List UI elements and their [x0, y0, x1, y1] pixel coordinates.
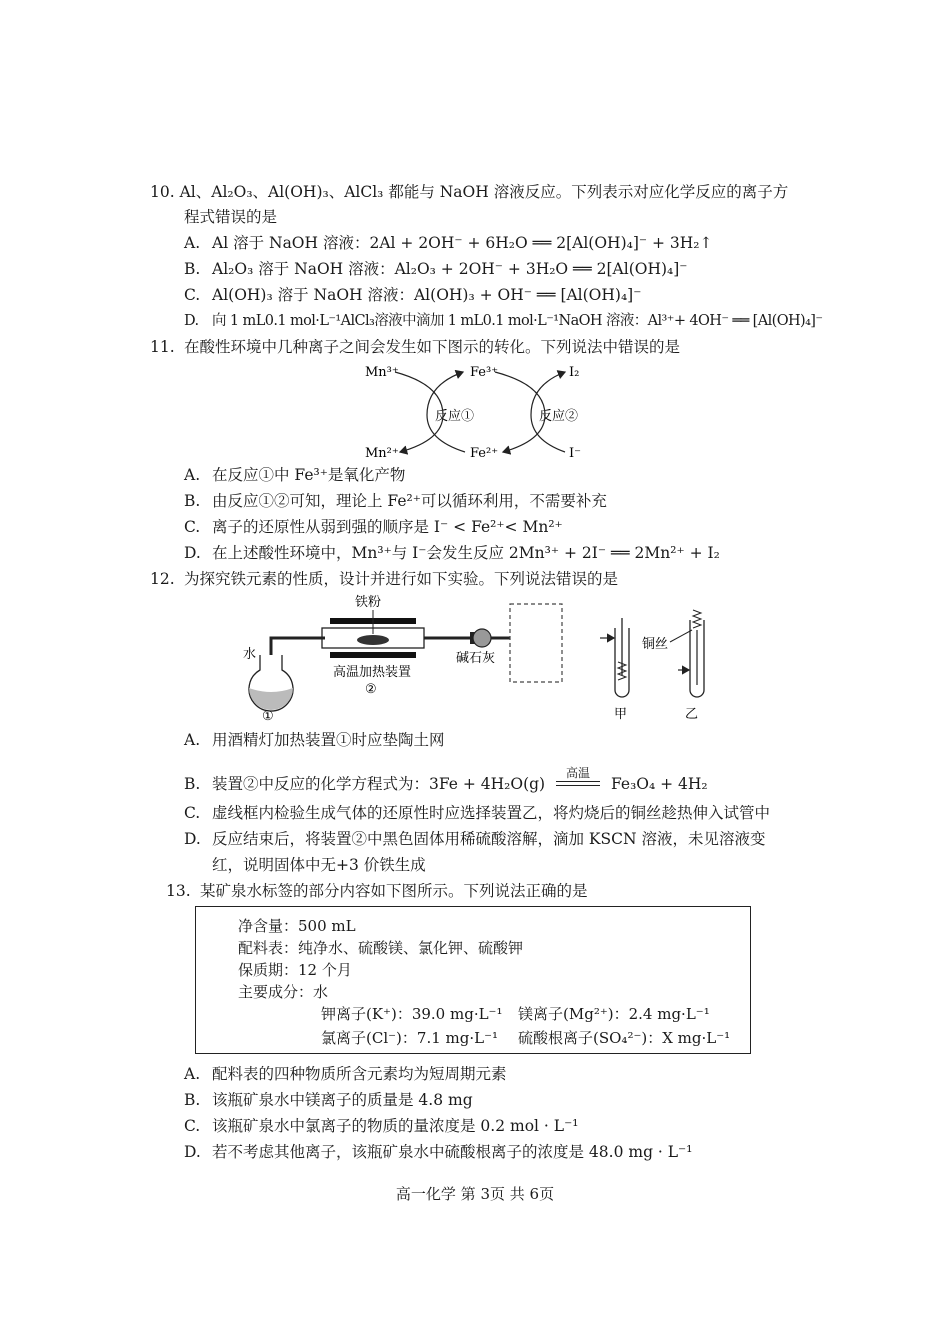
q12-option-a	[184, 728, 445, 753]
option-text: 反应结束后，将装置②中黑色固体用稀硫酸溶解，滴加 KSCN 溶液，未见溶液变	[212, 830, 766, 848]
label-net-content: 净含量：500 mL	[238, 917, 356, 935]
copper-pointer-line	[670, 630, 692, 642]
q11-option-d	[184, 541, 720, 566]
label-chloride: 氯离子(Cl⁻)：7.1 mg·L⁻¹	[321, 1029, 499, 1047]
q10-option-b	[184, 257, 687, 282]
jia-label: 甲	[614, 707, 628, 722]
option-text: 该瓶矿泉水中氯离子的物质的量浓度是 0.2 mol · L⁻¹	[212, 1117, 579, 1135]
equal-line-top	[556, 781, 600, 782]
connecting-tube-1	[271, 638, 325, 655]
fe3-label: Fe³⁺	[470, 365, 499, 380]
q12-option-d-line2: 红，说明固体中无+3 价铁生成	[212, 856, 426, 874]
iminus-label: I⁻	[569, 446, 581, 461]
option-text-before: 装置②中反应的化学方程式为：3Fe + 4H₂O(g)	[212, 775, 546, 793]
option-label: C.	[184, 286, 201, 304]
reaction1-label: 反应①	[435, 409, 475, 424]
option-text: 由反应①②可知，理论上 Fe²⁺可以循环利用，不需要补充	[212, 492, 607, 510]
option-text: 在反应①中 Fe³⁺是氧化产物	[212, 466, 406, 484]
option-label: C.	[184, 518, 201, 536]
q12-stem	[150, 567, 618, 592]
q10-stem-line1	[150, 180, 788, 205]
label-main-component: 主要成分：水	[238, 983, 329, 1001]
copper-wire-label: 铜丝	[642, 637, 669, 652]
q11-stem	[150, 335, 680, 360]
option-label: D.	[184, 830, 201, 848]
flask-water	[249, 688, 293, 710]
q13-stem	[166, 879, 588, 904]
q13-option-a	[184, 1062, 507, 1087]
heater-bottom	[330, 652, 416, 658]
q13-option-c	[184, 1114, 578, 1139]
q10-stem-text: Al、Al₂O₃、Al(OH)₃、AlCl₃ 都能与 NaOH 溶液反应。下列表示对应化学反应的离子方	[179, 183, 789, 201]
option-text: 配料表的四种物质所含元素均为短周期元素	[212, 1065, 507, 1083]
page-footer: 高一化学 第 3页 共 6页	[395, 1185, 555, 1203]
mineral-water-label	[195, 906, 751, 1054]
q10-option-a	[184, 231, 712, 256]
option-label: C.	[184, 804, 201, 822]
option-text: Al₂O₃ 溶于 NaOH 溶液：Al₂O₃ + 2OH⁻ + 3H₂O ══ 2[Al(OH)₄]⁻	[212, 260, 688, 278]
option-label: D.	[184, 544, 201, 562]
q11-option-a	[184, 463, 405, 488]
option-label: A.	[184, 466, 201, 484]
option-label: B.	[184, 260, 201, 278]
fe2-label: Fe²⁺	[470, 446, 499, 461]
iron-experiment-diagram	[230, 590, 730, 725]
option-label: A.	[184, 731, 201, 749]
q12-number: 12.	[150, 570, 175, 588]
mn3-label: Mn³⁺	[365, 365, 399, 380]
option-text: 该瓶矿泉水中镁离子的质量是 4.8 mg	[212, 1091, 473, 1109]
q13-number: 13.	[166, 882, 191, 900]
q10-number: 10.	[150, 183, 175, 201]
i2-label: I₂	[569, 365, 580, 380]
option-label: B.	[184, 1091, 201, 1109]
reaction2-label: 反应②	[539, 409, 579, 424]
label-potassium: 钾离子(K⁺)：39.0 mg·L⁻¹	[321, 1005, 503, 1023]
option-label: D.	[184, 1143, 201, 1161]
yi-label: 乙	[685, 707, 699, 722]
q12-option-b	[184, 766, 708, 797]
q11-number: 11.	[150, 338, 175, 356]
option-label: D.	[184, 313, 199, 329]
q11-stem-text: 在酸性环境中几种离子之间会发生如下图示的转化。下列说法中错误的是	[184, 338, 681, 356]
q13-option-b	[184, 1088, 473, 1113]
redox-cycle-diagram	[355, 360, 605, 465]
q12-option-c	[184, 801, 770, 826]
option-text: 向 1 mL0.1 mol·L⁻¹AlCl₃溶液中滴加 1 mL0.1 mol·L⁻¹NaOH 溶液：Al³⁺+ 4OH⁻ ══ [Al(OH)₄]⁻	[212, 313, 823, 329]
label-magnesium: 镁离子(Mg²⁺)：2.4 mg·L⁻¹	[518, 1005, 710, 1023]
yi-copper-coil	[693, 610, 701, 628]
option-text: Al 溶于 NaOH 溶液：2Al + 2OH⁻ + 6H₂O ══ 2[Al(OH)₄]⁻ + 3H₂↑	[212, 234, 713, 252]
option-text: 用酒精灯加热装置①时应垫陶土网	[212, 731, 445, 749]
option-text-after: Fe₃O₄ + 4H₂	[610, 775, 708, 793]
q10-option-d	[184, 309, 822, 334]
q13-stem-text: 某矿泉水标签的部分内容如下图所示。下列说法正确的是	[200, 882, 588, 900]
drying-tube-bulb	[473, 629, 491, 647]
label-ingredients: 配料表：纯净水、硫酸镁、氯化钾、硫酸钾	[238, 939, 524, 957]
q11-option-b	[184, 489, 607, 514]
dashed-test-box	[510, 604, 562, 682]
option-label: B.	[184, 775, 201, 793]
water-label: 水	[243, 647, 257, 662]
q12-stem-text: 为探究铁元素的性质，设计并进行如下实验。下列说法错误的是	[184, 570, 619, 588]
soda-lime-label: 碱石灰	[456, 651, 496, 666]
mn2-label: Mn²⁺	[365, 446, 399, 461]
option-text: 在上述酸性环境中，Mn³⁺与 I⁻会发生反应 2Mn³⁺ + 2I⁻ ══ 2Mn²⁺ + I₂	[212, 544, 720, 562]
q11-option-c	[184, 515, 563, 540]
q10-stem-line2: 程式错误的是	[184, 208, 278, 226]
option-label: A.	[184, 1065, 201, 1083]
q10-option-c	[184, 283, 641, 308]
option-label: B.	[184, 492, 201, 510]
option-text: 离子的还原性从弱到强的顺序是 I⁻ < Fe²⁺< Mn²⁺	[212, 518, 563, 536]
reaction-condition-arrow	[556, 766, 600, 795]
iron-powder-pile	[357, 635, 389, 645]
device1-label: ①	[262, 709, 274, 724]
option-label: A.	[184, 234, 201, 252]
option-label: C.	[184, 1117, 201, 1135]
option-text: 虚线框内检验生成气体的还原性时应选择装置乙，将灼烧后的铜丝趁热伸入试管中	[212, 804, 771, 822]
equal-line-bottom	[556, 785, 600, 786]
device2-label: ②	[365, 682, 377, 697]
arrow-fe3-to-fe2	[495, 372, 545, 452]
q13-option-d	[184, 1140, 692, 1165]
label-shelf-life: 保质期：12 个月	[238, 961, 352, 979]
iron-powder-label: 铁粉	[355, 595, 382, 610]
q12-option-d	[184, 827, 765, 852]
label-sulfate: 硫酸根离子(SO₄²⁻)：X mg·L⁻¹	[518, 1029, 731, 1047]
condition-label: 高温	[566, 766, 591, 780]
heater-label: 高温加热装置	[333, 665, 412, 680]
option-text: 若不考虑其他离子，该瓶矿泉水中硫酸根离子的浓度是 48.0 mg · L⁻¹	[212, 1143, 693, 1161]
option-text: Al(OH)₃ 溶于 NaOH 溶液：Al(OH)₃ + OH⁻ ══ [Al(OH)₄]⁻	[212, 286, 642, 304]
